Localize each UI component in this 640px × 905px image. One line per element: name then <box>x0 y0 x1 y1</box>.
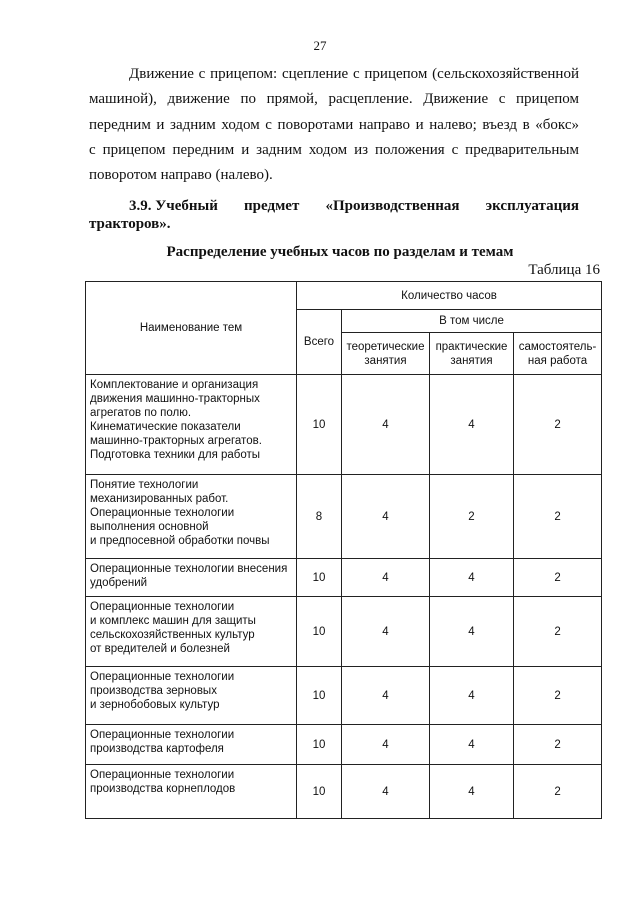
table-row <box>86 667 602 725</box>
distribution-title: Распределение учебных часов по разделам и темам <box>166 244 514 260</box>
hours-table <box>85 281 602 819</box>
topic-name-line: агрегатов по полю. <box>90 407 192 419</box>
section-word: предмет <box>244 198 300 214</box>
cell-practice: 2 <box>430 475 514 559</box>
table-row <box>86 765 602 819</box>
section-word: эксплуатация <box>485 198 579 214</box>
cell-practice: 4 <box>430 597 514 667</box>
topic-name-line: выполнения основной <box>90 521 209 533</box>
topic-name-line: Операционные технологии <box>90 769 235 781</box>
body-paragraph <box>89 62 579 188</box>
topic-name-cell <box>86 559 297 597</box>
section-word: «Производственная <box>325 198 460 214</box>
topic-name-line: производства корнеплодов <box>90 783 236 795</box>
cell-practice: 4 <box>430 559 514 597</box>
cell-total: 10 <box>297 765 342 819</box>
topic-name-line: Понятие технологии <box>90 479 199 491</box>
paragraph-line: машиной), движение по прямой, расцепление. Движение с прицепом <box>89 91 579 108</box>
header-practice: практические занятия <box>430 333 514 375</box>
cell-theory: 4 <box>342 475 430 559</box>
cell-practice: 4 <box>430 375 514 475</box>
cell-theory: 4 <box>342 667 430 725</box>
paragraph-line: передним и задним ходом с поворотами направо и налево; въезд в «бокс» <box>89 116 579 133</box>
topic-name-cell <box>86 597 297 667</box>
topic-name-line: и предпосевной обработки почвы <box>90 535 270 547</box>
cell-theory: 4 <box>342 725 430 765</box>
page-number: 27 <box>313 38 327 53</box>
table-row <box>86 375 602 475</box>
topic-name-line: Операционные технологии <box>90 671 235 683</box>
topic-name-line: производства картофеля <box>90 743 224 755</box>
cell-practice: 4 <box>430 765 514 819</box>
cell-self: 2 <box>514 765 602 819</box>
paragraph-line: поворотом направо (налево). <box>89 167 273 184</box>
topic-name-line: Комплектование и организация <box>90 379 259 391</box>
cell-self: 2 <box>514 475 602 559</box>
header-theory: теоретические занятия <box>342 333 430 375</box>
topic-name-cell <box>86 375 297 475</box>
table-row <box>86 475 602 559</box>
cell-theory: 4 <box>342 559 430 597</box>
cell-self: 2 <box>514 559 602 597</box>
table-row <box>86 597 602 667</box>
paragraph-line: с прицепом передним и задним ходом из положения с предварительным <box>89 141 579 158</box>
topic-name-line: Операционные технологии <box>90 601 235 613</box>
header-hours: Количество часов <box>297 282 602 310</box>
cell-total: 10 <box>297 559 342 597</box>
topic-name-line: Подготовка техники для работы <box>90 449 261 461</box>
table-row <box>86 725 602 765</box>
topic-name-line: сельскохозяйственных культур <box>90 629 255 641</box>
cell-self: 2 <box>514 375 602 475</box>
cell-total: 8 <box>297 475 342 559</box>
paragraph-line: Движение с прицепом: сцепление с прицепом (сельскохозяйственной <box>129 66 579 82</box>
topic-name-cell <box>86 475 297 559</box>
topic-name-line: механизированных работ. <box>90 493 229 505</box>
cell-total: 10 <box>297 725 342 765</box>
topic-name-cell <box>86 765 297 819</box>
topic-name-line: машинно-тракторных агрегатов. <box>90 435 262 447</box>
cell-self: 2 <box>514 667 602 725</box>
cell-total: 10 <box>297 597 342 667</box>
topic-name-line: Операционные технологии <box>90 507 235 519</box>
topic-name-cell <box>86 725 297 765</box>
cell-total: 10 <box>297 667 342 725</box>
topic-name-line: и зернобобовых культур <box>90 699 220 711</box>
topic-name-line: движения машинно-тракторных <box>90 393 260 405</box>
topic-name-cell <box>86 667 297 725</box>
cell-theory: 4 <box>342 597 430 667</box>
section-word: Учебный <box>155 198 218 214</box>
topic-name-line: от вредителей и болезней <box>90 643 230 655</box>
section-number: 3.9. <box>129 198 152 214</box>
table-body <box>86 375 602 819</box>
table-row <box>86 559 602 597</box>
cell-practice: 4 <box>430 725 514 765</box>
topic-name-line: Операционные технологии внесения <box>90 563 288 575</box>
topic-name-line: Операционные технологии <box>90 729 235 741</box>
topic-name-line: Кинематические показатели <box>90 421 241 433</box>
header-self: самостоятель-ная работа <box>514 333 602 375</box>
header-total: Всего <box>297 310 342 375</box>
section-heading-line2: тракторов». <box>89 216 171 232</box>
header-topic: Наименование тем <box>86 282 297 375</box>
topic-name-line: и комплекс машин для защиты <box>90 615 256 627</box>
cell-theory: 4 <box>342 765 430 819</box>
table-label: Таблица 16 <box>528 262 600 278</box>
header-including: В том числе <box>342 310 602 333</box>
topic-name-line: удобрений <box>90 577 148 589</box>
topic-name-line: производства зерновых <box>90 685 217 697</box>
cell-practice: 4 <box>430 667 514 725</box>
section-heading <box>89 197 579 233</box>
cell-theory: 4 <box>342 375 430 475</box>
cell-self: 2 <box>514 597 602 667</box>
cell-total: 10 <box>297 375 342 475</box>
cell-self: 2 <box>514 725 602 765</box>
